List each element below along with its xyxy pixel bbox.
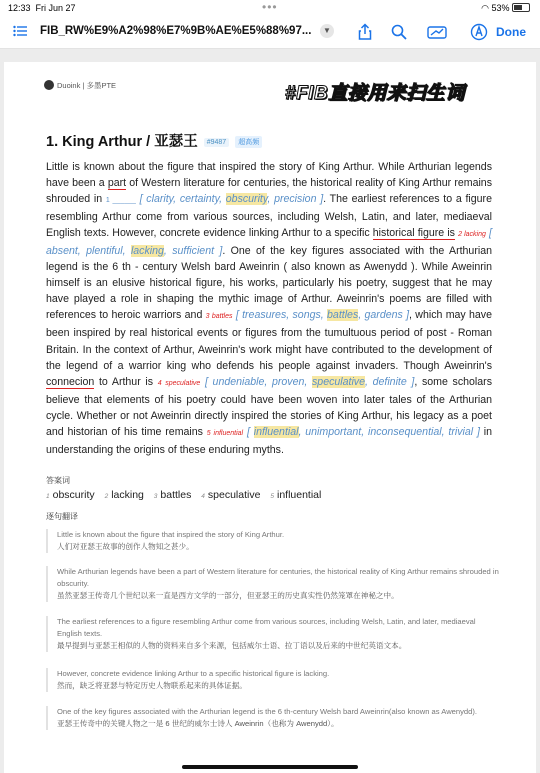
status-time-date: [8, 3, 76, 13]
frequency-badge: 超高频: [235, 136, 262, 148]
status-date: Fri Jun 27: [35, 3, 76, 13]
translation-zh: 亚瑟王传奇中的关键人物之一是 6 世纪的威尔士诗人 Aweinrin（也称为 Awenydd）。: [57, 719, 339, 728]
battery-icon: [512, 3, 530, 12]
option-text: , gardens ]: [358, 309, 410, 322]
answer-number: 5: [270, 493, 274, 500]
stamp-annotation: #FIB直接用来扫生词: [285, 83, 465, 104]
pencil-tip-icon[interactable]: [470, 23, 488, 41]
answer-word: obscurity: [52, 489, 95, 501]
translation-item: [46, 706, 501, 730]
search-icon[interactable]: [390, 23, 408, 41]
translation-en: One of the key figures associated with the Arthurian legend is the 6 th-century Welsh bard Aweinrin(also known as Awenydd).: [57, 707, 478, 716]
toolbar: [0, 16, 540, 49]
option-highlight: lacking: [130, 245, 164, 258]
question-title-text: 1. King Arthur / 亚瑟王: [46, 134, 198, 150]
option-text: [ undeniable, proven,: [204, 375, 312, 388]
passage-underlined: part: [107, 177, 127, 190]
translation-item: [46, 616, 501, 652]
translation-en: However, concrete evidence linking Arthur to a specific historical figure is lacking.: [57, 669, 330, 678]
option-text: [: [246, 425, 254, 438]
passage-text: . The earliest references to a figure resembling Arthur come from various sources, including Welsh, Latin, and later, mediaeval English texts. However, concrete evidence linking Arthur to a specific: [46, 193, 492, 240]
answer-number: 2: [104, 493, 109, 500]
duoink-logo-icon: [44, 80, 54, 90]
translation-zh: 虽然亚瑟王传奇几个世纪以来一直是西方文学的一部分，但亚瑟王的历史真实性仍然笼罩在神秘之中。: [57, 591, 399, 600]
translation-item: [46, 668, 501, 692]
question-title: [46, 130, 262, 151]
passage-text: , some scholars believe that elements of his poetry could have been woven into later tales of the Arthurian cycle. Whether or not Aweinrin directly inspired the stories of King Arthur, his legacy as a poet and historian of his time remains: [46, 375, 492, 438]
blank-2[interactable]: 2 lacking: [458, 231, 486, 239]
option-text: [ absent, plentiful,: [46, 227, 492, 258]
multitask-dots[interactable]: •••: [262, 0, 278, 14]
options-5: [247, 426, 480, 438]
status-time: 12:33: [8, 3, 31, 13]
option-highlight: obscurity: [225, 193, 268, 206]
answers-label: 答案词: [46, 476, 70, 485]
done-button[interactable]: Done: [496, 25, 526, 39]
answer-number: 3: [153, 493, 158, 500]
translation-zh: 人们对亚瑟王故事的创作人物知之甚少。: [57, 542, 194, 551]
share-icon[interactable]: [356, 23, 374, 41]
translation-zh: 最早提到与亚瑟王相似的人物的资料来自多个来源，包括威尔士语、拉丁语以及后来的中世纪英语文本。: [57, 641, 407, 650]
chevron-down-icon[interactable]: ▼: [320, 24, 334, 38]
option-highlight: battles: [327, 309, 359, 322]
option-text: [ treasures, songs,: [235, 309, 328, 322]
home-indicator[interactable]: [182, 765, 358, 769]
blank-5[interactable]: 5 influential: [206, 429, 244, 437]
passage: [46, 159, 492, 458]
blank-3[interactable]: 3 battles: [205, 313, 233, 321]
answers-list: [46, 489, 328, 501]
option-text: , precision ]: [267, 193, 324, 206]
answer-word: lacking: [111, 489, 144, 501]
answer-word: battles: [160, 489, 192, 501]
brand: [44, 80, 116, 91]
translation-item: [46, 566, 501, 602]
battery-percent: 53%: [491, 3, 510, 13]
blank-4[interactable]: 4 speculative: [157, 379, 201, 387]
answer-word: speculative: [207, 489, 261, 501]
passage-text: . One of the key figures associated with the Arthurian legend is the 6 th - century Welsh bard Aweinrin ( also known as Awenydd ). While Aweinrin himself is an elusive historical figure, his works, particularly his poetry, suggest that he may have played a role in shaping the mythic image of Arthur. Aweinrin's poems are filled with references to heroic warriors and: [46, 245, 492, 322]
passage-text: to Arthur is: [94, 375, 158, 388]
translation-item: [46, 529, 501, 553]
brand-text: Duoink | 多墨PTE: [57, 81, 117, 90]
translation-en: While Arthurian legends have been a part of Western literature for centuries, the historical reality of King Arthur remains shrouded in obscurity.: [57, 567, 499, 588]
answer-word: influential: [276, 489, 322, 501]
option-text: [ clarity, certainty,: [139, 193, 226, 206]
translation-en: The earliest references to a figure resembling Arthur come from various sources, including Welsh, Latin, and later, mediaeval English texts.: [57, 617, 476, 638]
status-right: [481, 3, 530, 14]
passage-text: Little is known about the figure that inspired the story of King Arthur. While Arthurian legends have been a: [46, 161, 492, 190]
translation-zh: 然而，缺乏将亚瑟与特定历史人物联系起来的具体证据。: [57, 681, 247, 690]
translation-en: Little is known about the figure that inspired the story of King Arthur.: [57, 530, 285, 539]
option-text: , definite ]: [365, 375, 415, 388]
status-bar: [0, 0, 540, 16]
answer-number: 4: [201, 493, 205, 500]
passage-text: , which may have been inspired by real historical events or figures from the tumultuous period of post - Roman Britain. In the context of Arthur, Aweinrin's work might have contributed to the development of the legend of a warrior king who defends his people against invaders. Though Aweinrin's: [46, 309, 492, 372]
translation-label: 逐句翻译: [46, 512, 78, 521]
passage-underlined: historical figure is: [372, 227, 455, 240]
wifi-icon: ◠: [481, 3, 489, 13]
blank-1[interactable]: 1 ______: [105, 197, 136, 205]
option-text: , unimportant, inconsequential, trivial ]: [298, 425, 480, 438]
passage-text: of Western literature for centuries, the historical reality of King Arthur remains shrouded in: [46, 177, 492, 206]
passage-underlined: connecion: [46, 375, 95, 388]
question-id-badge: #9487: [204, 138, 229, 147]
passage-text: in understanding the origins of these enduring myths.: [46, 425, 492, 456]
options-1: [140, 193, 324, 205]
document-title[interactable]: FIB_RW%E9%A2%98%E7%9B%AE%E5%88%97...: [40, 25, 312, 37]
option-highlight: speculative: [312, 375, 365, 388]
option-text: , sufficient ]: [163, 245, 223, 258]
options-3: [236, 309, 409, 321]
markup-icon[interactable]: [427, 23, 447, 41]
option-highlight: influential: [253, 425, 299, 438]
list-icon[interactable]: [13, 24, 27, 38]
answer-number: 1: [46, 493, 50, 500]
options-4: [205, 376, 414, 388]
